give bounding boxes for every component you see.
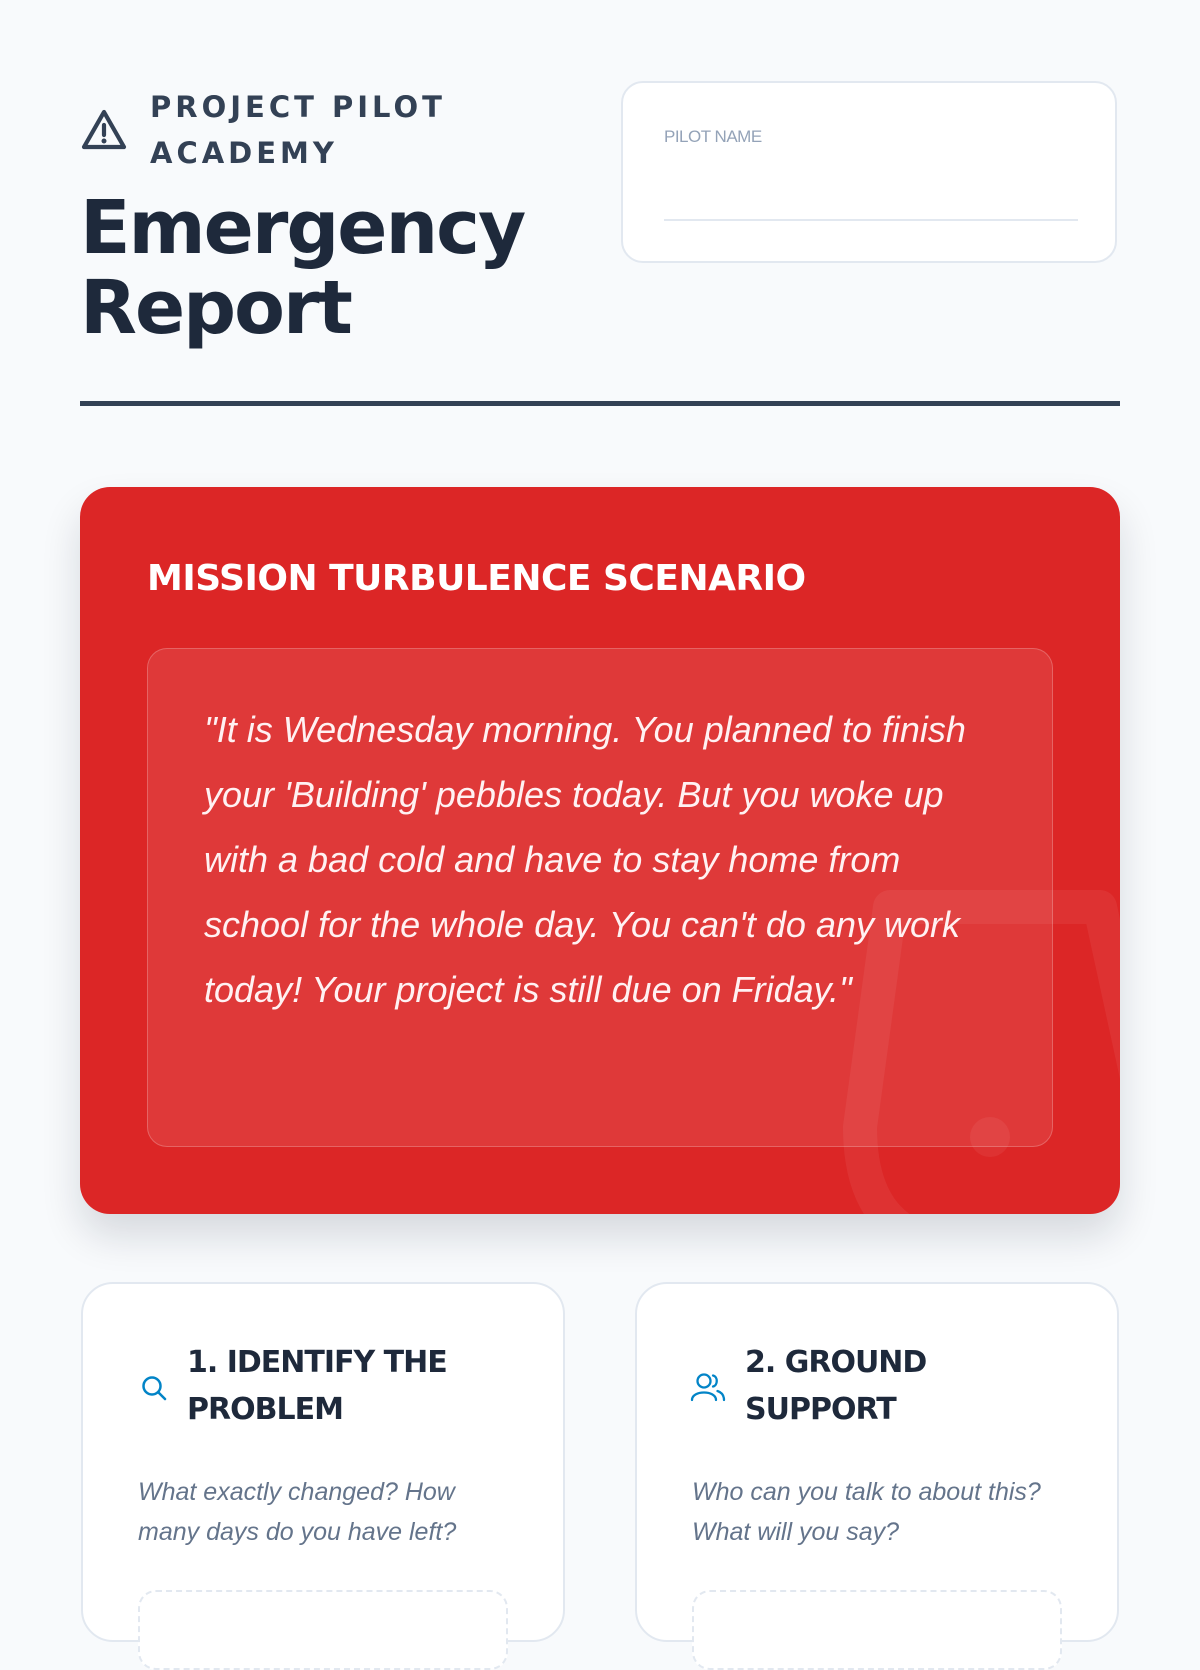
brand-name: PROJECT PILOT ACADEMY	[150, 90, 446, 170]
answer-area[interactable]	[138, 1590, 508, 1670]
scenario-panel	[80, 487, 1120, 1214]
card-prompt: What exactly changed? How many days do you have left?	[138, 1478, 457, 1546]
scenario-quote-box	[147, 648, 1053, 1147]
card-title: 2. GROUND SUPPORT	[745, 1345, 927, 1427]
ground-support-card	[635, 1282, 1119, 1642]
header-divider	[80, 401, 1120, 406]
card-title: 1. IDENTIFY THE PROBLEM	[187, 1345, 447, 1427]
pilot-name-label: PILOT NAME	[664, 127, 762, 146]
search-icon	[139, 1373, 169, 1403]
card-prompt: Who can you talk to about this? What will you say?	[692, 1478, 1041, 1546]
scenario-title: MISSION TURBULENCE SCENARIO	[147, 558, 806, 599]
scenario-quote: "It is Wednesday morning. You planned to finish your 'Building' pebbles today. But you woke up with a bad cold and have to stay home from school for the whole day. You can't do any work today! Your project is still due on Friday."	[204, 709, 966, 1010]
report-header	[80, 80, 1120, 407]
page-title: Emergency Report	[80, 185, 525, 351]
warning-triangle-icon	[80, 106, 128, 154]
pilot-name-field[interactable]	[621, 81, 1117, 263]
users-icon	[689, 1369, 727, 1407]
answer-area[interactable]	[692, 1590, 1062, 1670]
brand	[80, 84, 600, 174]
identify-problem-card	[81, 1282, 565, 1642]
pilot-name-input-line[interactable]	[664, 219, 1078, 221]
